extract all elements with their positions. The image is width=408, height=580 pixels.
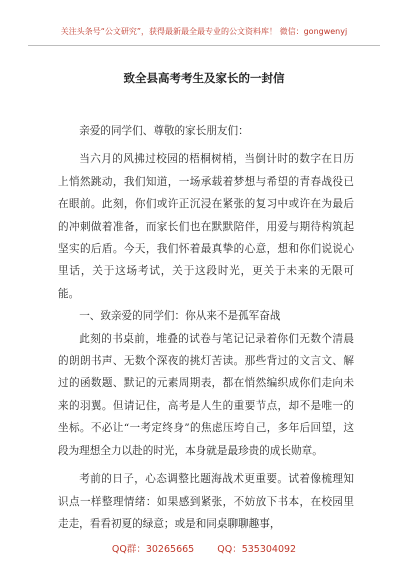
section-heading: 一、致亲爱的同学们：你从来不是孤军奋战 <box>79 310 281 323</box>
paragraph-students: 此刻的书桌前，堆叠的试卷与笔记记录着你们无数个清晨的朗朗书声、无数个深夜的挑灯苦读。那些背过的文言文、解过的函数题、默记的元素周期表，都在悄然编织成你们走向未来的羽翼。但请记住，高考是人生的重要节点，却不是唯一的坐标。不必让“一考定终身”的焦虑压垮自己，多年后回望，这段为理想全力以赴的时光，本身就是最珍贵的成长勋章。 <box>58 332 354 457</box>
header-divider <box>28 45 380 46</box>
paragraph-mindset: 考前的日子，心态调整比题海战术更重要。试着像梳理知识点一样整理情绪：如果感到紧张，不妨放下书本，在校园里走走，看看初夏的绿意；或是和同桌聊聊趣事， <box>58 473 354 530</box>
paragraph-intro: 当六月的风拂过校园的梧桐树梢，当倒计时的数字在日历上悄然跳动，我们知道，一场承载着梦想与希望的青春战役已在眼前。此刻，你们或许正沉浸在紧张的复习中或许在为最后的冲刺做着准备，而家长们也在默默陪伴，用爱与期待构筑起坚实的后盾。今天，我们怀着最真挚的心意，想和你们说说心里话，关于这场考试，关于这段时光，更关于未来的无限可能。 <box>58 153 354 300</box>
document-title: 致全县高考考生及家长的一封信 <box>123 71 285 85</box>
footer-contacts <box>0 541 408 555</box>
document-body <box>58 120 354 535</box>
header-promo-note: 关注头条号“公文研究”，获得最新最全最专业的公文资料库！ 微信：gongwenyj <box>60 27 348 36</box>
footer-qq: QQ：535304092 <box>217 544 297 555</box>
footer-qq-group: QQ群：30265665 <box>111 544 195 555</box>
greeting: 亲爱的同学们、尊敬的家长朋友们： <box>79 125 249 137</box>
